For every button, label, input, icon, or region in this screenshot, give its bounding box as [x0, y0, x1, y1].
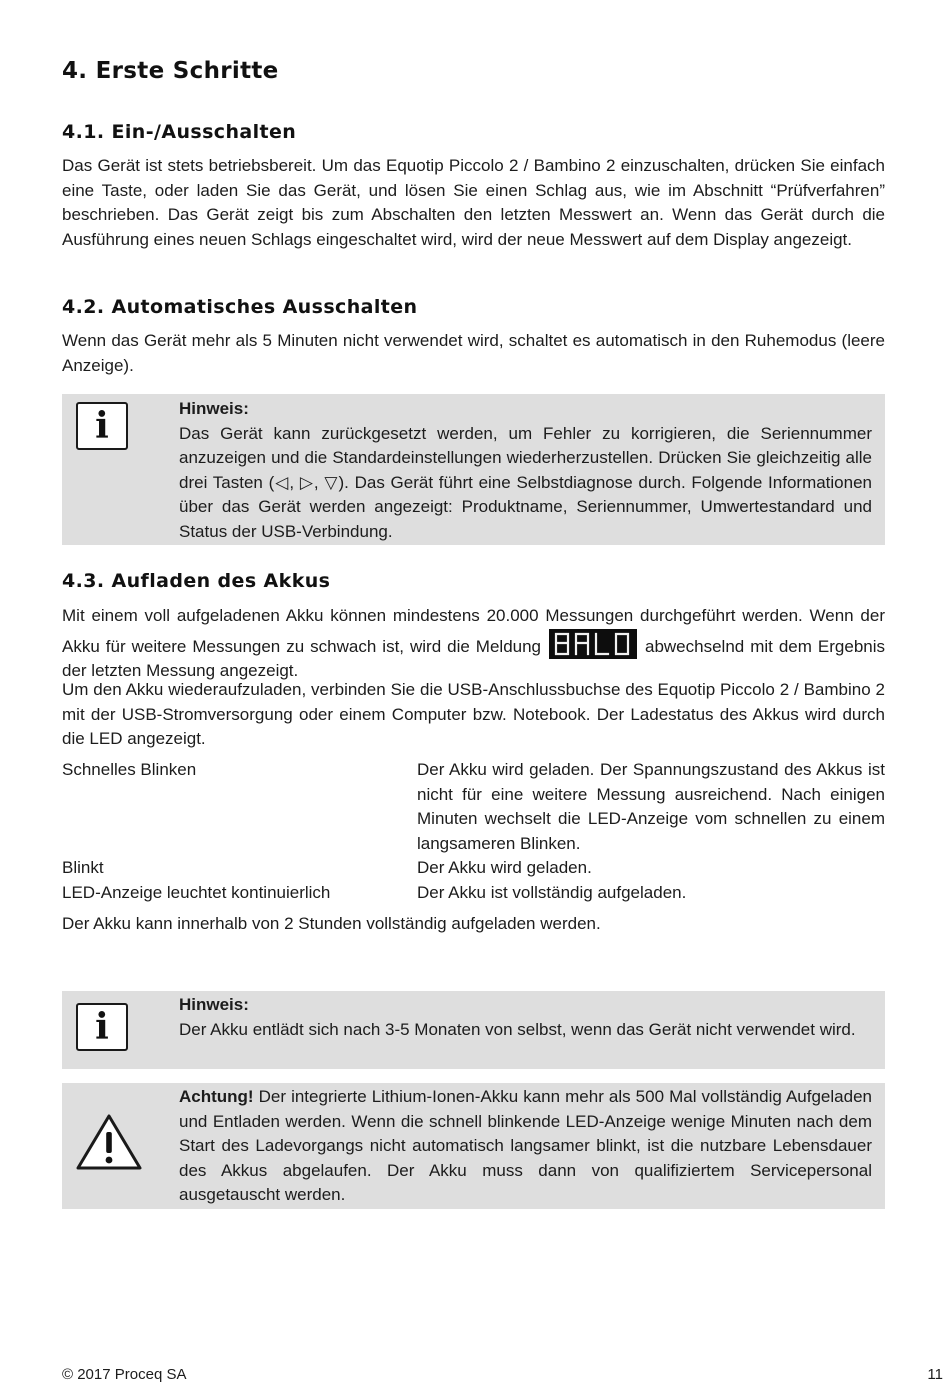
section-4-1-paragraph: Das Gerät ist stets betriebsbereit. Um das Equotip Piccolo 2 / Bambino 2 einzuschalten, drücken Sie einfach eine Taste, oder laden Sie das Gerät, und lösen Sie einen Schlag aus, wie im Abschnitt “Prüfverfahren” beschrieben. Das Gerät zeigt bis zum Abschalten den letzten Messwert an. Wenn das Gerät durch die Ausführung eines neuen Schlags eingeschaltet wird, wird der neue Messwert auf dem Display angezeigt.	[62, 156, 885, 249]
footer-page-number: 11	[927, 1366, 943, 1383]
note-body: Der Akku entlädt sich nach 3-5 Monaten von selbst, wenn das Gerät nicht verwendet wird.	[179, 1019, 856, 1039]
section-4-3-paragraph-3: Der Akku kann innerhalb von 2 Stunden vollständig aufgeladen werden.	[62, 914, 601, 933]
section-4-3-paragraph-2: Um den Akku wiederaufzuladen, verbinden Sie die USB-Anschlussbuchse des Equotip Piccolo 2 / Bambino 2 mit der USB-Stromversorgung oder einem Computer bzw. Notebook. Der Ladestatus des Akkus wird durch die LED angezeigt.	[62, 680, 885, 749]
section-4-2-paragraph: Wenn das Gerät mehr als 5 Minuten nicht verwendet wird, schaltet es automatisch in den Ruhemodus (leere Anzeige).	[62, 331, 885, 375]
battery-low-text-after: abwechselnd mit dem Ergebnis der letzten Messung angezeigt.	[62, 636, 885, 681]
footer-copyright: © 2017 Proceq SA	[62, 1366, 187, 1383]
lcd-text: BALO	[549, 628, 552, 630]
info-icon: i	[76, 402, 128, 450]
led-meaning-steady: Der Akku ist vollständig aufgeladen.	[417, 883, 687, 902]
led-meaning-blink: Der Akku wird geladen.	[417, 858, 592, 877]
reset-note-box	[62, 394, 885, 545]
warning-body: Der integrierte Lithium-Ionen-Akku kann mehr als 500 Mal vollständig Aufgeladen und Entladen werden. Wenn die schnell blinkende LED-Anzeige wenige Minuten nach dem Start des Ladevorgangs nicht automatisch langsamer blinkt, ist die nutzbare Lebensdauer des Akkus abgelaufen. Der Akku muss dann von qualifiziertem Servicepersonal ausgetauscht werden.	[179, 1087, 872, 1205]
led-state-steady: LED-Anzeige leuchtet kontinuierlich	[62, 883, 331, 902]
battery-warning-box	[62, 1083, 885, 1209]
note-label: Hinweis:	[179, 995, 249, 1014]
self-discharge-note-text	[179, 993, 872, 1042]
info-icon: i	[76, 1003, 128, 1051]
note-label: Hinweis:	[179, 399, 249, 418]
battery-low-text-before: Mit einem voll aufgeladenen Akku können mindestens 20.000 Messungen durchgeführt werden. Wenn der Akku für weitere Messungen zu schwach ist, wird die Meldung	[62, 606, 885, 656]
led-state-fast-blink: Schnelles Blinken	[62, 760, 197, 779]
section-heading-4-2: 4.2. Automatisches Ausschalten	[62, 296, 418, 318]
section-4-3-paragraph-1	[62, 604, 885, 684]
led-meaning-fast-blink: Der Akku wird geladen. Der Spannungszustand des Akkus ist nicht für eine weitere Messung ausreichend. Nach einigen Minuten wechselt die LED-Anzeige vom schnellen zu einem langsameren Blinken.	[417, 760, 885, 853]
lcd-display-message	[549, 629, 637, 659]
section-heading-4-3: 4.3. Aufladen des Akkus	[62, 570, 331, 592]
warning-triangle-icon	[74, 1112, 144, 1172]
battery-warning-text	[179, 1085, 872, 1208]
note-body: Das Gerät kann zurückgesetzt werden, um Fehler zu korrigieren, die Seriennummer anzuzeigen und die Standardeinstellungen wiederherzustellen. Drücken Sie gleichzeitig alle drei Tasten (◁, ▷, ▽). Das Gerät führt eine Selbstdiagnose durch. Folgende Informationen über das Gerät werden angezeigt: Produktname, Seriennummer, Umwertestandard und Status der USB-Verbindung.	[179, 423, 872, 541]
page-title: 4. Erste Schritte	[62, 58, 279, 84]
self-discharge-note-box	[62, 991, 885, 1069]
led-state-blink: Blinkt	[62, 858, 104, 877]
section-heading-4-1: 4.1. Ein-/Ausschalten	[62, 121, 297, 143]
warning-label: Achtung!	[179, 1087, 254, 1106]
reset-note-text	[179, 397, 872, 545]
